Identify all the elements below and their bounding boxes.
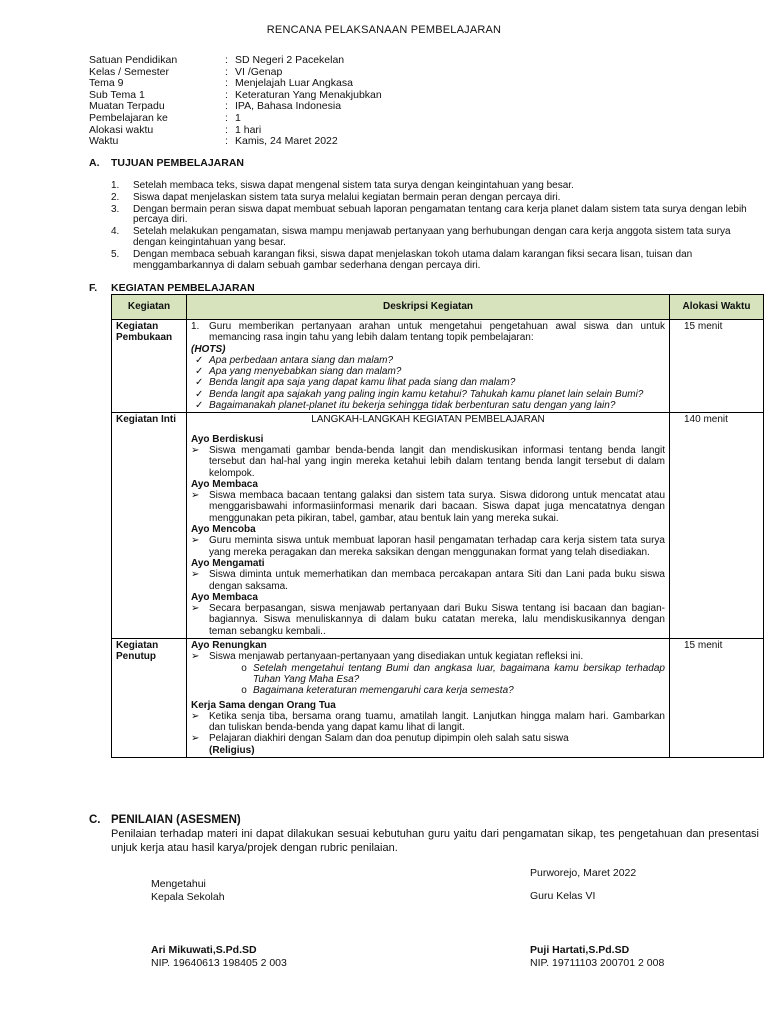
identity-label: Alokasi waktu [89, 123, 154, 136]
renungkan-title: Ayo Renungkan [191, 640, 267, 652]
objective-number: 5. [111, 248, 120, 260]
left-sig-line1: Mengetahui [151, 878, 206, 890]
header-deskripsi: Deskripsi Kegiatan [187, 295, 670, 320]
activities-table [111, 294, 764, 758]
right-signature-role: Guru Kelas VI [530, 890, 596, 902]
objective-number: 4. [111, 226, 120, 238]
identity-value: Kamis, 24 Maret 2022 [235, 135, 338, 148]
label-inti: Kegiatan Inti [112, 413, 187, 639]
identity-colon: : [225, 65, 228, 78]
group-title: Ayo Mencoba [191, 524, 256, 536]
question-text: Apa yang menyebabkan siang dan malam? [209, 366, 402, 378]
identity-label: Waktu [89, 135, 119, 148]
kerjasama-title: Kerja Sama dengan Orang Tua [191, 699, 336, 711]
group-item [191, 490, 665, 524]
identity-value: Keteraturan Yang Menakjubkan [235, 88, 382, 101]
identity-value: 1 hari [235, 123, 262, 136]
check-icon: ✓ [195, 377, 204, 389]
section-a-title: TUJUAN PEMBELAJARAN [111, 157, 245, 169]
identity-value: Menjelajah Luar Angkasa [235, 77, 353, 90]
arrow-icon: ➢ [191, 651, 200, 663]
identity-label: Tema 9 [89, 77, 124, 90]
arrow-icon: ➢ [191, 490, 200, 502]
group-item [191, 569, 665, 592]
right-sig-name: Puji Hartati,S.Pd.SD [530, 944, 630, 956]
pembukaan-intro-text: Guru memberikan pertanyaan arahan untuk mengetahui pengetahuan awal siswa dan untuk memancing rasa ingin tahu yang lebih dalam tentang topik pembelajaran: [209, 321, 665, 344]
sub-question-text: Bagaimana keteraturan memengaruhi cara kerja semesta? [253, 685, 514, 697]
identity-label: Satuan Pendidikan [89, 54, 178, 66]
table-row-pembukaan [112, 320, 764, 413]
table-header-row [112, 295, 764, 320]
time-pembukaan: 15 menit [670, 320, 764, 413]
identity-value: VI /Genap [235, 65, 283, 78]
left-sig-nip: NIP. 19640613 198405 2 003 [151, 956, 287, 969]
question-item [191, 400, 665, 411]
section-a-letter: A. [89, 157, 100, 169]
identity-table [89, 55, 382, 148]
sub-question-item [191, 685, 665, 696]
identity-label: Pembelajaran ke [89, 111, 168, 124]
kerjasama-text: Ketika senja tiba, bersama orang tuamu, amatilah langit. Lanjutkan hingga malam hari. Gambarkan dan tuliskan benda-benda yang dapat kamu lihat di langit. [209, 710, 665, 734]
identity-row [89, 55, 382, 67]
objective-text: Setelah melakukan pengamatan, siswa mampu menjawab pertanyaan yang berhubungan dengan cara kerja anggota sistem tata surya dengan keingintahuan yang besar. [133, 226, 731, 248]
question-text: Bagaimanakah planet-planet itu bekerja sehingga tidak berbenturan satu dengan yang lain? [209, 400, 616, 412]
circle-bullet-icon: o [241, 662, 247, 674]
circle-bullet-icon: o [241, 685, 247, 697]
section-f-letter: F. [89, 282, 98, 294]
objective-item [111, 250, 761, 272]
desc-penutup [187, 639, 670, 758]
identity-row [89, 136, 382, 148]
renungkan-item [191, 651, 665, 662]
objective-text: Siswa dapat menjelaskan sistem tata surya melalui kegiatan bermain peran dengan percaya diri. [133, 191, 561, 203]
section-f-title: KEGIATAN PEMBELAJARAN [111, 282, 255, 294]
objective-item [111, 181, 761, 192]
section-c-heading [89, 814, 759, 826]
identity-row [89, 113, 382, 125]
pembukaan-intro [191, 321, 665, 344]
group-text: Siswa diminta untuk memerhatikan dan membaca percakapan antara Siti dan Lani pada buku siswa dengan saksama. [209, 569, 665, 592]
identity-colon: : [225, 123, 228, 136]
hots-label: (HOTS) [191, 343, 226, 355]
arrow-icon: ➢ [191, 569, 200, 581]
group-title: Ayo Mengamati [191, 557, 265, 569]
group-title: Ayo Membaca [191, 478, 258, 490]
arrow-icon: ➢ [191, 733, 200, 745]
arrow-icon: ➢ [191, 603, 200, 615]
left-signatory [151, 944, 287, 969]
question-item [191, 355, 665, 366]
section-a-heading [89, 157, 244, 169]
identity-value: SD Negeri 2 Pacekelan [235, 54, 345, 66]
identity-value: 1 [235, 111, 241, 124]
arrow-icon: ➢ [191, 535, 200, 547]
identity-colon: : [225, 88, 228, 101]
objectives-list [111, 181, 761, 272]
question-text: Benda langit apa sajakah yang paling ingin kamu ketahui? Tahukah kamu planet lain selain Bumi? [209, 388, 644, 400]
objective-text: Dengan bermain peran siswa dapat membuat sebuah laporan pengamatan tentang cara kerja planet dalam sistem tata surya dengan lebih percaya diri. [133, 203, 747, 226]
group-title: Ayo Membaca [191, 591, 258, 603]
table-row-inti [112, 413, 764, 639]
left-sig-line2: Kepala Sekolah [151, 890, 225, 903]
objective-text: Setelah membaca teks, siswa dapat mengenal sistem tata surya dengan keingintahuan yang besar. [133, 180, 574, 191]
assessment-text: Penilaian terhadap materi ini dapat dilakukan sesuai kebutuhan guru yaitu dari pengamatan sikap, tes pengetahuan dan presentasi unjuk kerja atau hasil karya/projek dengan rubric penilaian. [111, 828, 759, 854]
label-penutup: Kegiatan Penutup [112, 639, 187, 758]
kerjasama-text: Pelajaran diakhiri dengan Salam dan doa penutup dipimpin oleh salah satu siswa [209, 733, 569, 745]
pembukaan-number: 1. [191, 321, 200, 332]
kerjasama-item [191, 711, 665, 734]
arrow-icon: ➢ [191, 710, 200, 722]
identity-label: Sub Tema 1 [89, 88, 145, 101]
check-icon: ✓ [195, 354, 204, 366]
desc-inti [187, 413, 670, 639]
time-inti: 140 menit [670, 413, 764, 639]
right-signatory [530, 944, 664, 969]
identity-colon: : [225, 100, 228, 113]
place-date: Purworejo, Maret 2022 [530, 867, 637, 879]
question-item [191, 389, 665, 400]
question-text: Benda langit apa saja yang dapat kamu lihat pada siang dan malam? [209, 377, 516, 389]
section-c-letter: C. [89, 814, 101, 826]
left-sig-name: Ari Mikuwati,S.Pd.SD [151, 944, 257, 956]
arrow-icon: ➢ [191, 444, 200, 456]
objective-text: Dengan membaca sebuah karangan fiksi, siswa dapat menjelaskan tokoh utama dalam karangan fiksi secara lisan, tuisan dan menggambarkannya di dalam sebuah gambar sederhana dengan percaya diri. [133, 248, 693, 271]
group-item [191, 535, 665, 558]
objective-item [111, 193, 761, 204]
question-text: Apa perbedaan antara siang dan malam? [209, 354, 394, 366]
check-icon: ✓ [195, 400, 204, 412]
identity-label: Kelas / Semester [89, 65, 169, 78]
group-text: Siswa membaca bacaan tentang galaksi dan sistem tata surya. Siswa didorong untuk mencatat atau menggarisbawahi informasiinformasi menarik dari bacaan. Siswa dapat juga mencatatnya dengan menggunakan peta pikiran, tabel, gambar, atau bentuk lain yang mereka sukai. [209, 490, 665, 524]
identity-colon: : [225, 77, 228, 90]
religius-label: (Religius) [209, 744, 255, 756]
label-pembukaan: Kegiatan Pembukaan [112, 320, 187, 413]
sub-question-text: Setelah mengetahui tentang Bumi dan angkasa luar, bagaimana kamu bersikap terhadap Tuhan Yang Maha Esa? [253, 662, 665, 685]
identity-value: IPA, Bahasa Indonesia [235, 100, 342, 113]
identity-colon: : [225, 54, 228, 66]
desc-pembukaan [187, 320, 670, 413]
objective-item [111, 205, 761, 227]
time-penutup: 15 menit [670, 639, 764, 758]
group-item [191, 445, 665, 479]
left-signature-block [151, 878, 225, 903]
objective-number: 1. [111, 180, 120, 191]
section-c-title: PENILAIAN (ASESMEN) [111, 814, 241, 826]
objective-item [111, 227, 761, 249]
group-title: Ayo Berdiskusi [191, 433, 264, 445]
sub-question-item [191, 663, 665, 686]
objective-number: 3. [111, 203, 120, 215]
check-icon: ✓ [195, 388, 204, 400]
group-item [191, 603, 665, 637]
identity-colon: : [225, 111, 228, 124]
table-row-penutup [112, 639, 764, 758]
objective-number: 2. [111, 191, 120, 203]
inti-heading: LANGKAH-LANGKAH KEGIATAN PEMBELAJARAN [311, 414, 545, 426]
renungkan-text: Siswa menjawab pertanyaan-pertanyaan yang disediakan untuk kegiatan refleksi ini. [209, 651, 584, 663]
question-item [191, 366, 665, 377]
identity-colon: : [225, 135, 228, 148]
group-text: Secara berpasangan, siswa menjawab pertanyaan dari Buku Siswa tentang isi bacaan dan bagian-bagiannya. Siswa menuliskannya di dalam buku catatan mereka, lalu mendiskusikannya dengan teman sebangku kembali.. [209, 603, 665, 637]
right-sig-nip: NIP. 19711103 200701 2 008 [530, 956, 665, 969]
check-icon: ✓ [195, 366, 204, 378]
identity-label: Muatan Terpadu [89, 100, 165, 113]
section-f-heading [89, 282, 255, 294]
page-title: RENCANA PELAKSANAAN PEMBELAJARAN [266, 24, 502, 36]
group-text: Siswa mengamati gambar benda-benda langit dan mendiskusikan informasi tentang benda langit tersebut dan hal-hal yang ingin mereka ketahui lebih dalam tentang benda langit tersebut di dalam kelompok. [209, 444, 665, 479]
kerjasama-item [191, 733, 665, 744]
header-alokasi: Alokasi Waktu [670, 295, 764, 320]
assessment-section [89, 814, 759, 855]
question-item [191, 377, 665, 388]
header-kegiatan: Kegiatan [112, 295, 187, 320]
group-text: Guru meminta siswa untuk membuat laporan hasil pengamatan terhadap cara kerja sistem tata surya yang mereka peragakan dan mereka saksikan dengan menggunakan format yang telah disediakan. [209, 535, 665, 558]
